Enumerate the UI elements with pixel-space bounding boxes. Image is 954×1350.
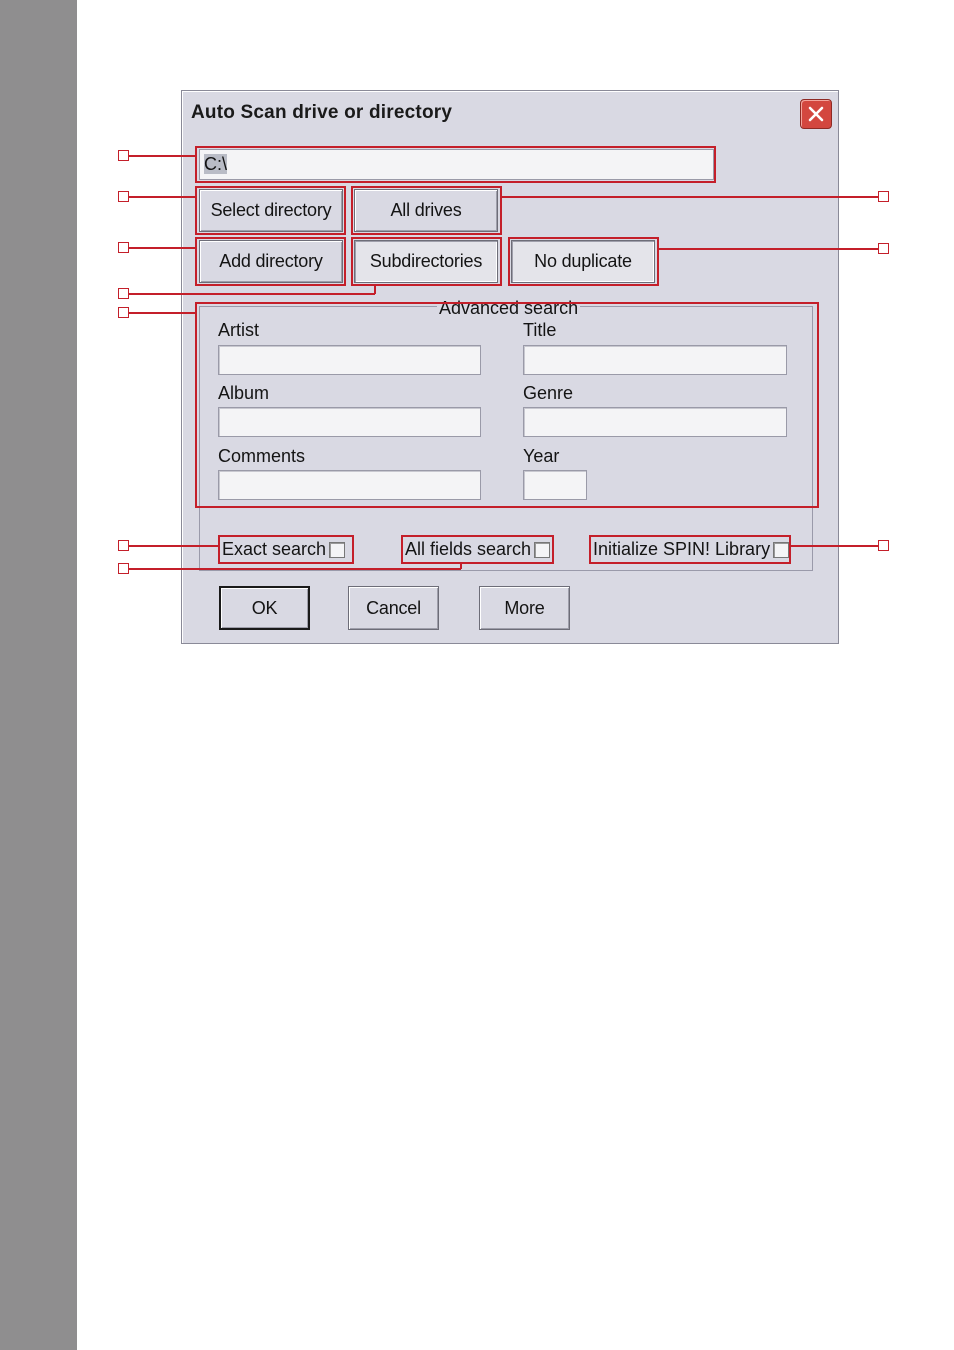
callout-highlight-advanced-search xyxy=(195,302,819,508)
callout-marker xyxy=(878,540,889,551)
callout-leader-line xyxy=(129,312,195,314)
callout-highlight-exact-search xyxy=(218,535,354,564)
callout-leader-line xyxy=(129,247,195,249)
ok-label: OK xyxy=(251,597,278,618)
close-button[interactable] xyxy=(800,99,832,129)
more-button[interactable] xyxy=(479,586,570,630)
callout-leader-line xyxy=(129,568,461,570)
callout-highlight-add-directory xyxy=(195,237,346,286)
callout-highlight-all-fields-search xyxy=(401,535,554,564)
add-directory-label: Add directory xyxy=(219,251,323,271)
callout-highlight-select-directory xyxy=(195,186,346,235)
initialize-library-label: Initialize SPIN! Library xyxy=(593,539,771,559)
cancel-label: Cancel xyxy=(366,597,421,618)
more-label: More xyxy=(504,597,545,618)
callout-leader-line xyxy=(129,293,375,295)
callout-leader-line xyxy=(502,196,878,198)
dialog-title: Auto Scan drive or directory xyxy=(191,102,453,123)
path-input-value: C:\ xyxy=(204,154,228,174)
callout-marker xyxy=(118,150,129,161)
callout-marker xyxy=(118,563,129,574)
callout-marker xyxy=(118,242,129,253)
callout-marker xyxy=(118,540,129,551)
callout-marker xyxy=(118,307,129,318)
callout-marker xyxy=(878,243,889,254)
no-duplicate-label: No duplicate xyxy=(534,251,632,271)
callout-leader-line xyxy=(374,285,376,294)
close-icon xyxy=(807,105,825,123)
title-label: Title xyxy=(523,320,557,340)
page-side-strip xyxy=(0,0,77,1350)
album-label: Album xyxy=(218,383,270,403)
callout-highlight-all-drives xyxy=(351,186,502,235)
all-drives-label: All drives xyxy=(390,200,462,220)
advanced-search-title: Advanced search xyxy=(439,298,579,318)
comments-label: Comments xyxy=(218,446,306,466)
artist-label: Artist xyxy=(218,320,260,340)
callout-leader-line xyxy=(460,563,462,569)
callout-marker xyxy=(118,288,129,299)
callout-leader-line xyxy=(129,155,195,157)
callout-highlight-subdirectories xyxy=(351,237,502,286)
callout-leader-line xyxy=(791,545,878,547)
select-directory-label: Select directory xyxy=(210,200,332,220)
callout-marker xyxy=(118,191,129,202)
year-label: Year xyxy=(523,446,560,466)
ok-button[interactable] xyxy=(219,586,310,630)
callout-highlight-path xyxy=(195,146,716,183)
callout-marker xyxy=(878,191,889,202)
callout-highlight-no-duplicate xyxy=(508,237,659,286)
callout-leader-line xyxy=(129,545,218,547)
callout-highlight-initialize-library xyxy=(589,535,791,564)
cancel-button[interactable] xyxy=(348,586,439,630)
subdirectories-label: Subdirectories xyxy=(369,251,483,271)
callout-leader-line xyxy=(659,248,878,250)
callout-leader-line xyxy=(129,196,195,198)
all-fields-search-label: All fields search xyxy=(405,539,532,559)
title-bar[interactable] xyxy=(182,91,838,135)
exact-search-label: Exact search xyxy=(222,539,327,559)
genre-label: Genre xyxy=(523,383,574,403)
